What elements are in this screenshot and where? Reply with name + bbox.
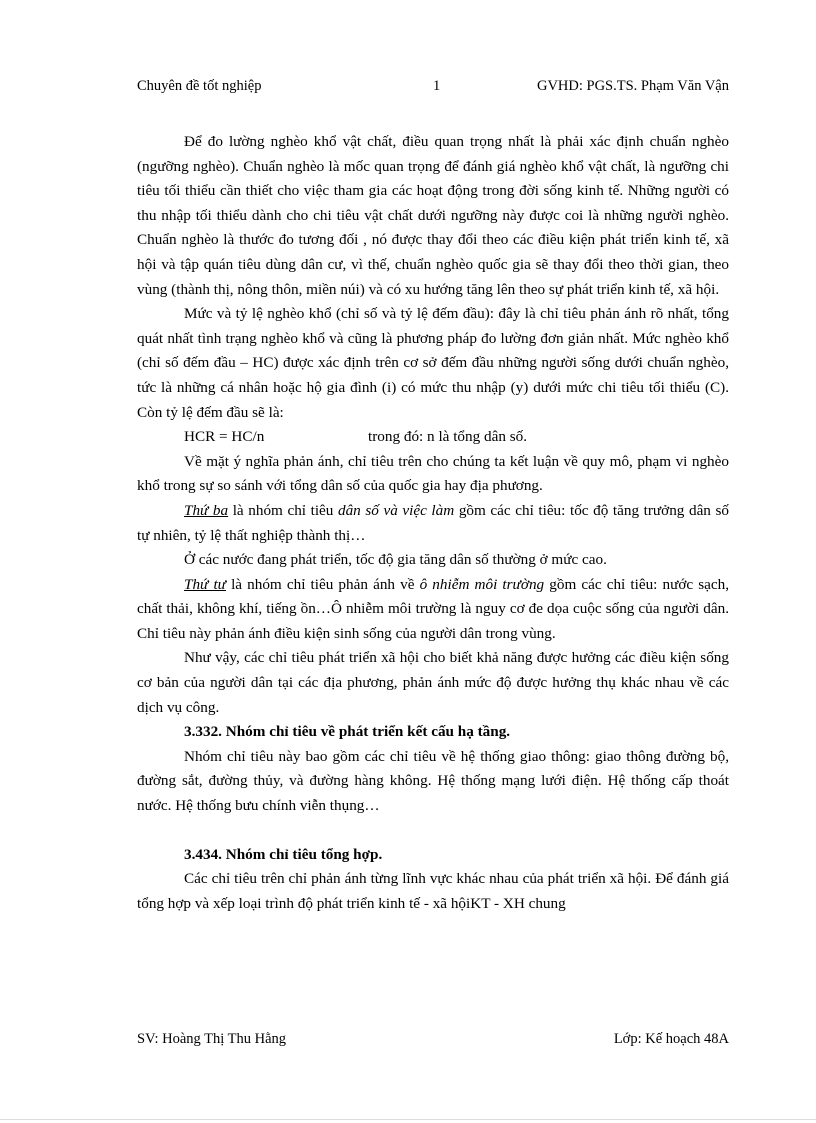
third-label: Thứ ba: [184, 501, 229, 519]
paragraph-composite: Các chỉ tiêu trên chỉ phản ánh từng lĩnh vực khác nhau của phát triển xã hội. Để đánh giá tổng hợp và xếp loại trình độ phát triển kinh tế - xã hộiKT - XH chung: [137, 870, 729, 912]
paragraph-poverty-line: Để đo lường nghèo khổ vật chất, điều quan trọng nhất là phải xác định chuẩn nghèo (ngưỡng nghèo). Chuẩn nghèo là mốc quan trọng để đánh giá nghèo khổ vật chất, là ngưỡng chi tiêu tối thiểu cần thiết cho việc tham gia các hoạt động trong đời sống kinh tế. Những người có thu nhập tối thiểu dành cho chi tiêu vật chất dưới ngưỡng này được coi là những người nghèo. Chuẩn nghèo là thước đo tương đối , nó được thay đổi theo các điều kiện phát triển kinh tế, xã hội và tập quán tiêu dùng dân cư, vì thế, chuẩn nghèo quốc gia sẽ thay đổi theo thời gian, theo vùng (thành thị, nông thôn, miền núi) và có xu hướng tăng lên theo sự phát triển kinh tế, xã hội.: [137, 133, 729, 298]
paragraph-third-group: [137, 499, 729, 548]
paragraph-meaning: Về mặt ý nghĩa phản ánh, chỉ tiêu trên cho chúng ta kết luận về quy mô, phạm vi nghèo khổ trong sự so sánh với tổng dân số của quốc gia hay địa phương.: [137, 452, 729, 495]
page-number: 1: [433, 78, 441, 94]
paragraph-infrastructure: Nhóm chỉ tiêu này bao gồm các chỉ tiêu về hệ thống giao thông: giao thông đường bộ, đường sắt, đường thủy, và đường hàng không. Hệ thống mạng lưới điện. Hệ thống cấp thoát nước. Hệ thống bưu chính viễn thụng…: [137, 747, 729, 815]
paragraph-fourth-group: [137, 573, 729, 647]
document-body: [137, 130, 729, 916]
page-edge: [0, 1119, 816, 1120]
fourth-emphasis: ô nhiễm môi trường: [419, 575, 545, 593]
paragraph-headcount: Mức và tỷ lệ nghèo khổ (chỉ số và tỷ lệ đếm đầu): đây là chỉ tiêu phản ánh rõ nhất, tổng quát nhất tình trạng nghèo khổ và cũng là phương pháp đo lường đơn giản nhất. Mức nghèo khổ (chỉ số đếm đầu – HC) được xác định trên cơ sở đếm đầu những người sống dưới chuẩn nghèo, tức là những cá nhân hoặc hộ gia đình (i) có mức thu nhập (y) dưới mức chi tiêu tối thiểu (C). Còn tỷ lệ đếm đầu sẽ là:: [137, 305, 729, 421]
header-topic: Chuyên đề tốt nghiệp: [137, 78, 262, 94]
spacer: [137, 819, 729, 843]
fourth-text-b: gồm các chỉ tiêu: nước sạch, chất thải, không khí, tiếng ồn…Ô nhiễm môi trường là nguy cơ đe dọa cuộc sống của người dân. Chỉ tiêu này phản ánh điều kiện sinh sống của người dân trong vùng.: [137, 575, 730, 642]
paragraph-population-growth: Ở các nước đang phát triển, tốc độ gia tăng dân số thường ở mức cao.: [184, 551, 607, 569]
fourth-text-a: là nhóm chỉ tiêu phản ánh về: [225, 575, 420, 593]
third-text-b: gồm các chỉ tiêu: tốc độ tăng trưởng dân số tự nhiên, tỷ lệ thất nghiệp thành thị…: [137, 501, 730, 544]
footer-student: SV: Hoàng Thị Thu Hằng: [137, 1031, 287, 1047]
section-heading-composite: 3.434. Nhóm chỉ tiêu tổng hợp.: [184, 845, 383, 863]
footer-class: Lớp: Kế hoạch 48A: [613, 1031, 729, 1047]
fourth-label: Thứ tư: [184, 575, 226, 593]
third-text-a: là nhóm chỉ tiêu: [228, 501, 338, 519]
paragraph-summary: Như vậy, các chỉ tiêu phát triển xã hội cho biết khả năng được hưởng các điều kiện sống cơ bản của người dân tại các địa phương, phản ánh mức độ được hưởng thụ khác nhau về các dịch vụ công.: [137, 649, 729, 716]
formula-note: trong đó: n là tổng dân số.: [368, 428, 528, 446]
header-advisor: GVHD: PGS.TS. Phạm Văn Vận: [536, 78, 729, 94]
formula-line: [137, 425, 729, 450]
third-emphasis: dân số và việc làm: [337, 501, 455, 519]
section-heading-infrastructure: 3.332. Nhóm chỉ tiêu về phát triển kết cấu hạ tầng.: [184, 723, 511, 741]
formula: HCR = HC/n: [184, 428, 265, 446]
